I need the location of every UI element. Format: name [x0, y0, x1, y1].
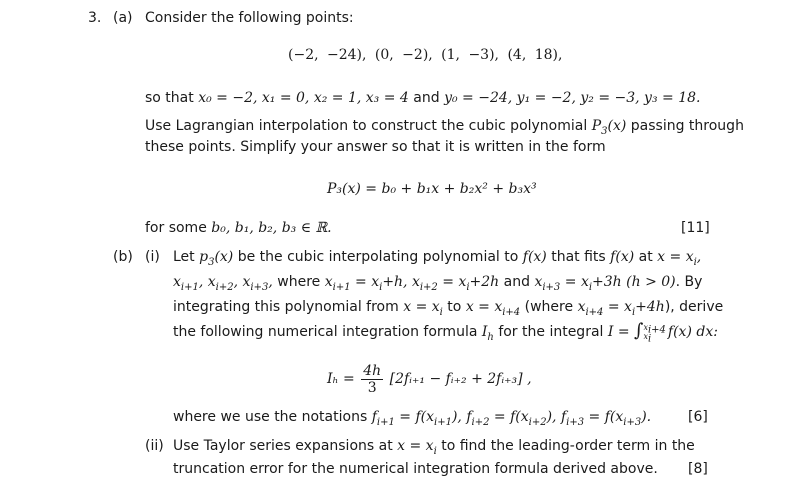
x-eq-xi-2: $x = x_i$ [397, 438, 437, 457]
at-text: at [638, 249, 653, 265]
formula-lhs: Iₕ = [327, 371, 355, 387]
notation-expr: $f_{i+1} = f(x_{i+1})$, $f_{i+2} = f(x_{i+2})$, $f_{i+3} = f(x_{i+3})$. [371, 409, 652, 428]
formula-intro-text: the following numerical integration formula [173, 324, 478, 340]
formula-rhs: [2fᵢ₊₁ − fᵢ₊₂ + 2fᵢ₊₃] , [389, 371, 532, 387]
so-that-text: so that [145, 90, 194, 106]
part-a-line1 [145, 89, 700, 107]
derive-text: ), derive [664, 299, 724, 315]
part-a-line4 [145, 219, 332, 237]
that-fits-text: that fits [551, 249, 606, 265]
sub-ii-line2: truncation error for the numerical integration formula derived above. [173, 461, 658, 477]
lower-limit: $x = x_i$ [403, 299, 443, 318]
fraction-numerator: 4h [363, 362, 382, 379]
and-text: and [413, 90, 440, 106]
formula-fraction [361, 363, 383, 396]
sub-i-line5 [173, 408, 651, 426]
sub-i-line3 [173, 298, 723, 316]
leading-order-text: to find the leading-order term in the [441, 438, 695, 454]
integral-text: for the integral [498, 324, 604, 340]
question-number: 3. [88, 10, 102, 26]
by-text: . By [675, 274, 703, 290]
upper-limit: $x = x_{i+4}$ [465, 299, 521, 318]
x-eq-xi: $x = x_i$, [657, 249, 702, 268]
part-a-intro: Consider the following points: [145, 10, 354, 26]
and-text-2: and [503, 274, 530, 290]
points-list: (−2, −24), (0, −2), (1, −3), (4, 18), [288, 47, 563, 63]
line2-end-text: passing through [630, 118, 744, 134]
part-a-marks: [11] [681, 220, 710, 236]
integrating-text: integrating this polynomial from [173, 299, 399, 315]
p3-symbol: $P_3(x)$ [591, 118, 627, 137]
let-text: Let [173, 249, 195, 265]
x-values: x₀ = −2, x₁ = 0, x₂ = 1, x₃ = 4 [198, 90, 409, 106]
sub-ii-marks: [8] [688, 461, 708, 477]
f-of-x-2: f(x) [610, 249, 635, 265]
ih-symbol: $I_h$ [481, 324, 494, 343]
taylor-text: Use Taylor series expansions at [173, 438, 393, 454]
integration-formula [327, 362, 532, 396]
sub-i-marks: [6] [688, 409, 708, 425]
node-spacing: $x_{i+1} = x_i+h$, $x_{i+2} = x_i+2h$ [324, 274, 500, 293]
line2-text: Use Lagrangian interpolation to construct the cubic polynomial [145, 118, 588, 134]
cubic-form-formula: P₃(x) = b₀ + b₁x + b₂x² + b₃x³ [327, 181, 537, 197]
coefficients: b₀, b₁, b₂, b₃ ∈ ℝ. [211, 220, 332, 236]
sub-i-line4 [173, 320, 718, 345]
sub-ii-label: (ii) [145, 438, 164, 454]
f-of-x: f(x) [522, 249, 547, 265]
where-text-2: (where [524, 299, 574, 315]
sub-i-label: (i) [145, 249, 160, 265]
part-b-label: (b) [113, 249, 133, 265]
p3-poly: $p_3(x)$ [199, 249, 234, 268]
to-text: to [447, 299, 462, 315]
part-a-line3: these points. Simplify your answer so that it is written in the form [145, 139, 606, 155]
nodes-list: $x_{i+1}$, $x_{i+2}$, $x_{i+3}$, [173, 274, 273, 293]
be-the-text: be the cubic interpolating polynomial to [237, 249, 519, 265]
node-spacing-3: $x_{i+3} = x_i+3h$ (h > 0) [534, 274, 676, 293]
integral-expr: I = ∫ $x_{i+4}$ $x_i$ f(x) dx: [607, 320, 718, 345]
sub-i-line2 [173, 273, 702, 291]
fraction-denominator: 3 [367, 379, 377, 396]
for-some-text: for some [145, 220, 207, 236]
sub-i-line1 [173, 248, 701, 266]
part-a-line2 [145, 117, 744, 135]
part-a-label: (a) [113, 10, 133, 26]
sub-ii-line1 [173, 437, 695, 455]
where-text: where [277, 274, 321, 290]
xi4-def: $x_{i+4} = x_i+4h$ [577, 299, 665, 318]
notation-text: where we use the notations [173, 409, 368, 425]
y-values: y₀ = −24, y₁ = −2, y₂ = −3, y₃ = 18. [444, 90, 701, 106]
